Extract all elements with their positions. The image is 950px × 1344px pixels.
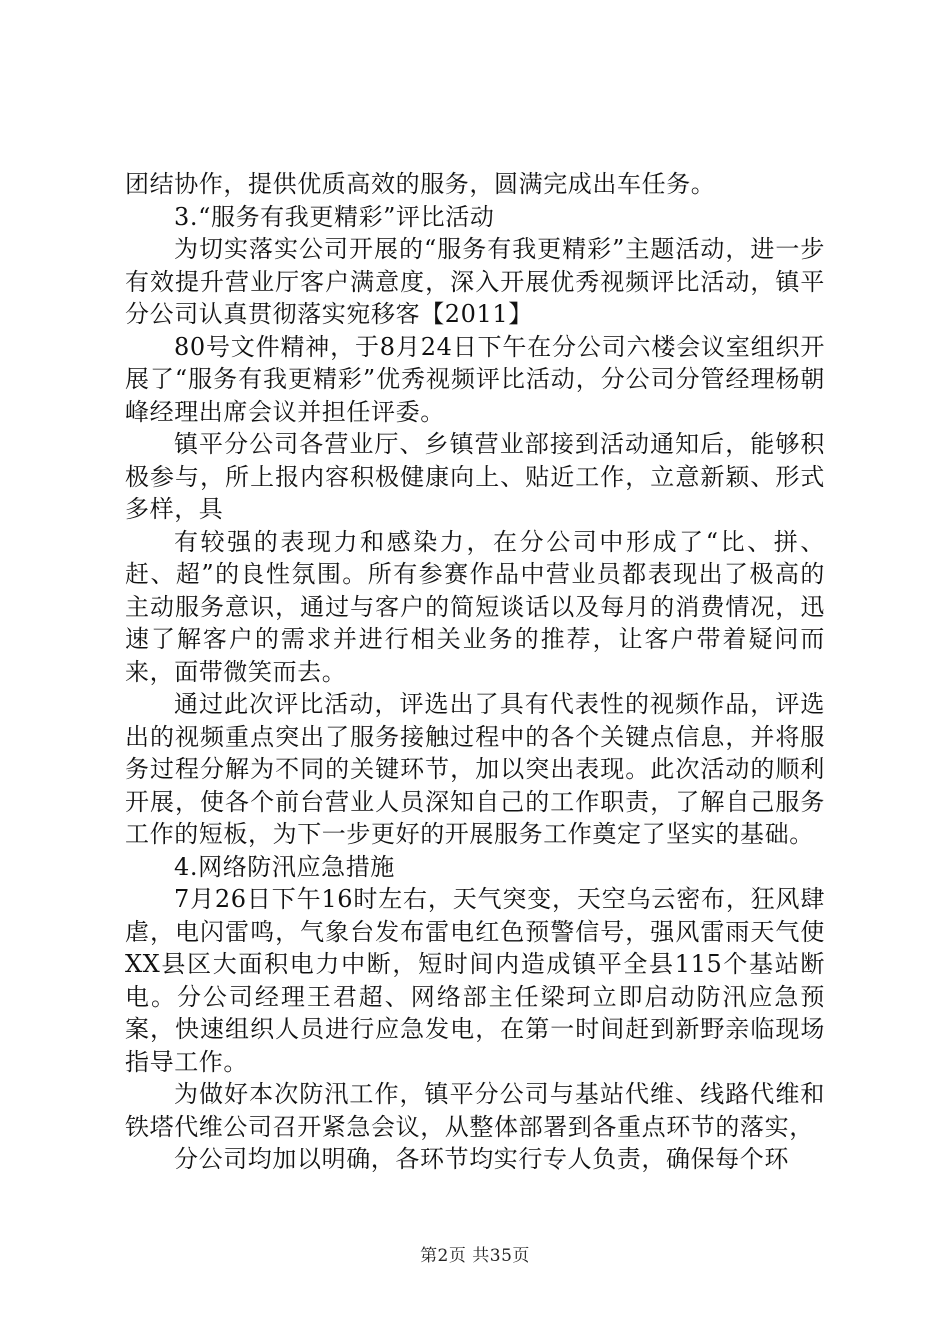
- section-heading: 3.“服务有我更精彩”评比活动: [174, 202, 495, 231]
- page-number-footer: 第2页 共35页: [420, 1246, 530, 1266]
- paragraph: 为切实落实公司开展的“服务有我更精彩”主题活动，进一步有效提升营业厅客户满意度，深入开展优秀视频评比活动，镇平分公司认真贯彻落实宛移客【2011】: [125, 235, 825, 328]
- paragraph: 为做好本次防汛工作，镇平分公司与基站代维、线路代维和铁塔代维公司召开紧急会议，从整体部署到各重点环节的落实，: [125, 1080, 825, 1141]
- paragraph: 分公司均加以明确，各环节均实行专人负责，确保每个环: [174, 1145, 789, 1173]
- paragraph: 通过此次评比活动，评选出了具有代表性的视频作品，评选出的视频重点突出了服务接触过程中的各个关键点信息，并将服务过程分解为不同的关键环节，加以突出表现。此次活动的顺利开展，使各个前台营业人员深知自己的工作职责，了解自己服务工作的短板，为下一步更好的开展服务工作奠定了坚实的基础。: [125, 690, 825, 848]
- document-body: [125, 168, 825, 1176]
- paragraph: 7月26日下午16时左右，天气突变，天空乌云密布，狂风肆虐，电闪雷鸣，气象台发布雷电红色预警信号，强风雷雨天气使XX县区大面积电力中断，短时间内造成镇平全县115个基站断电。分公司经理王君超、网络部主任梁珂立即启动防汛应急预案，快速组织人员进行应急发电，在第一时间赶到新野亲临现场指导工作。: [125, 885, 825, 1076]
- paragraph: 镇平分公司各营业厅、乡镇营业部接到活动通知后，能够积极参与，所上报内容积极健康向上、贴近工作，立意新颖、形式多样，具: [125, 430, 825, 523]
- paragraph: 80号文件精神，于8月24日下午在分公司六楼会议室组织开展了“服务有我更精彩”优秀视频评比活动，分公司分管经理杨朝峰经理出席会议并担任评委。: [125, 332, 825, 426]
- paragraph: 有较强的表现力和感染力，在分公司中形成了“比、拼、赶、超”的良性氛围。所有参赛作品中营业员都表现出了极高的主动服务意识，通过与客户的简短谈话以及每月的消费情况，迅速了解客户的需求并进行相关业务的推荐，让客户带着疑问而来，面带微笑而去。: [125, 527, 825, 686]
- section-heading: 4.网络防汛应急措施: [174, 852, 395, 881]
- paragraph: 团结协作，提供优质高效的服务，圆满完成出车任务。: [125, 170, 716, 198]
